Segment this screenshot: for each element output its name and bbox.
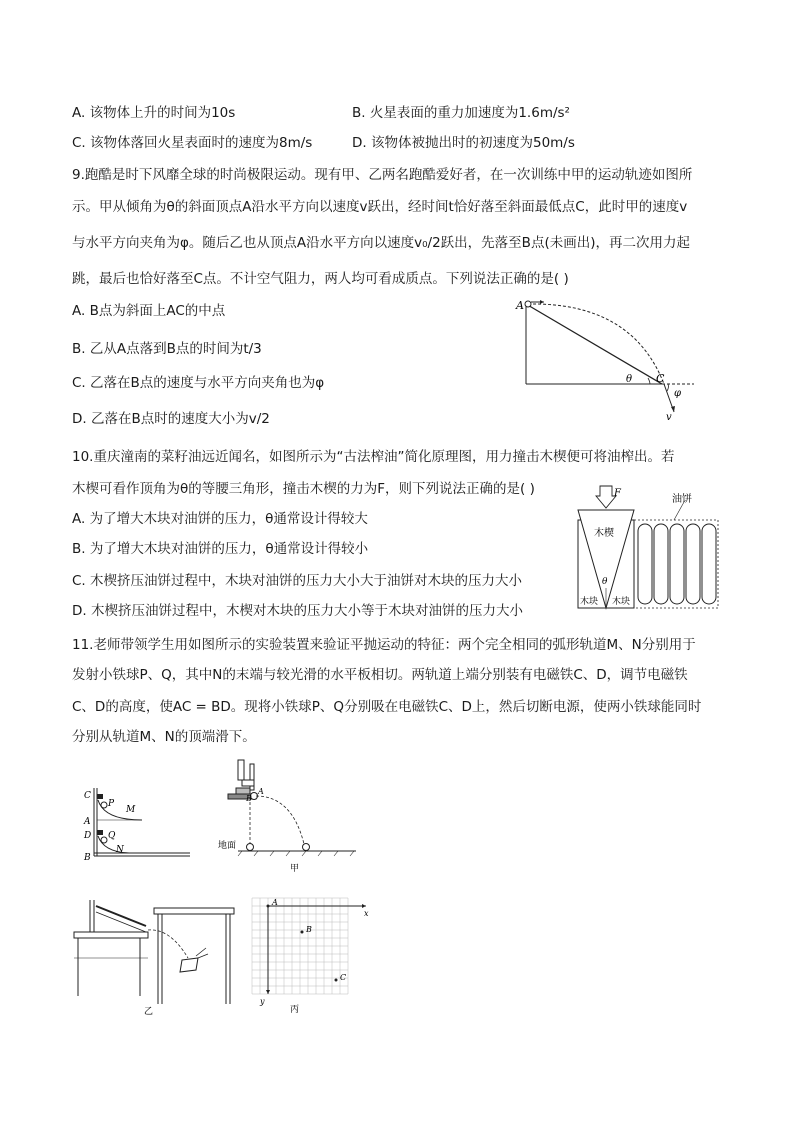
q11-bing-label-y: y	[260, 997, 265, 1006]
q9-option-b: B. 乙从A点落到B点的时间为t/3	[72, 341, 262, 357]
q10-option-b: B. 为了增大木块对油饼的压力，θ通常设计得较小	[72, 541, 369, 557]
q11-stem-line-2: 发射小铁球P、Q，其中N的末端与较光滑的水平板相切。两轨道上端分别装有电磁铁C、D，调节电磁铁	[72, 667, 688, 683]
q10-label-force: F	[614, 488, 621, 499]
q11-label-p: P	[108, 799, 115, 809]
q11-label-d: D	[84, 831, 92, 841]
q10-stem-line-1: 10.重庆潼南的菜籽油远近闻名，如图所示为“古法榨油”简化原理图，用力撞击木楔便可将油榨出。若	[72, 449, 675, 465]
q11-stem-line-4: 分别从轨道M、N的顶端滑下。	[72, 729, 256, 745]
q10-stem-line-2: 木楔可看作顶角为θ的等腰三角形，撞击木楔的力为F，则下列说法正确的是( )	[72, 481, 535, 497]
q10-label-block-left: 木块	[580, 597, 599, 607]
q10-option-d: D. 木楔挤压油饼过程中，木楔对木块的压力大小等于木块对油饼的压力大小	[72, 603, 523, 619]
q11-jia-label-b: B	[246, 794, 252, 803]
q10-option-a: A. 为了增大木块对油饼的压力，θ通常设计得较大	[72, 511, 368, 527]
q11-jia-caption: 甲	[290, 864, 300, 874]
q9-label-a: A	[516, 299, 524, 312]
q11-jia-ground-label: 地面	[218, 841, 237, 851]
q9-label-phi: φ	[674, 388, 682, 399]
q9-slope-figure	[512, 296, 702, 422]
q11-bing-label-b: B	[306, 925, 312, 934]
q9-stem-line-4: 跳，最后也恰好落至C点。不计空气阻力，两人均可看成质点。下列说法正确的是( )	[72, 271, 569, 287]
q11-label-n: N	[116, 845, 124, 855]
q8-option-b: B. 火星表面的重力加速度为1.6m/s²	[352, 105, 570, 121]
q11-bing-label-x: x	[364, 909, 369, 918]
q11-label-a: A	[84, 817, 91, 827]
q11-label-c: C	[84, 791, 91, 801]
q10-oil-press-figure	[574, 484, 722, 612]
q11-label-b: B	[84, 853, 91, 862]
q8-option-d: D. 该物体被抛出时的初速度为50m/s	[352, 135, 575, 151]
q10-label-oil-cake: 油饼	[672, 494, 692, 505]
q11-yi-caption: 乙	[144, 1007, 154, 1016]
q10-label-theta: θ	[602, 577, 608, 587]
q11-bing-label-c: C	[340, 973, 347, 982]
q11-bing-caption: 丙	[290, 1005, 300, 1014]
q11-label-q: Q	[108, 831, 116, 841]
q11-stem-line-3: C、D的高度，使AC = BD。现将小铁球P、Q分别吸在电磁铁C、D上，然后切断电源，使两小铁球能同时	[72, 699, 702, 715]
q9-stem-line-2: 示。甲从倾角为θ的斜面顶点A沿水平方向以速度v跃出，经时间t恰好落至斜面最低点C，此时甲的速度v	[72, 199, 688, 215]
q9-option-c: C. 乙落在B点的速度与水平方向夹角也为φ	[72, 375, 325, 391]
q10-label-wedge: 木楔	[594, 528, 614, 539]
q11-bing-label-a: A	[272, 898, 278, 907]
q9-stem-line-3: 与水平方向夹角为φ。随后乙也从顶点A沿水平方向以速度v₀/2跃出，先落至B点(未画出)，再二次用力起	[72, 235, 690, 251]
q11-jia-label-a: A	[258, 787, 264, 796]
q11-stem-line-1: 11.老师带领学生用如图所示的实验装置来验证平抛运动的特征：两个完全相同的弧形轨道M、N分别用于	[72, 637, 696, 653]
q11-figure-yi	[70, 896, 236, 1016]
q8-option-a: A. 该物体上升的时间为10s	[72, 105, 236, 121]
q9-option-a: A. B点为斜面上AC的中点	[72, 303, 226, 319]
q10-option-c: C. 木楔挤压油饼过程中，木块对油饼的压力大小大于油饼对木块的压力大小	[72, 573, 523, 589]
q9-stem-line-1: 9.跑酷是时下风靡全球的时尚极限运动。现有甲、乙两名跑酷爱好者，在一次训练中甲的运动轨迹如图所	[72, 167, 693, 183]
q11-label-m: M	[126, 805, 136, 815]
q10-label-block-right: 木块	[612, 597, 631, 607]
q9-label-c: C	[656, 372, 665, 385]
q9-label-theta: θ	[626, 374, 633, 385]
q11-figure-jia	[218, 758, 358, 876]
q11-figure-bing	[250, 896, 372, 1014]
q9-option-d: D. 乙落在B点时的速度大小为v/2	[72, 411, 270, 427]
q8-option-c: C. 该物体落回火星表面时的速度为8m/s	[72, 135, 313, 151]
q11-tracks-figure	[82, 784, 192, 862]
q9-label-v: v	[666, 412, 672, 422]
